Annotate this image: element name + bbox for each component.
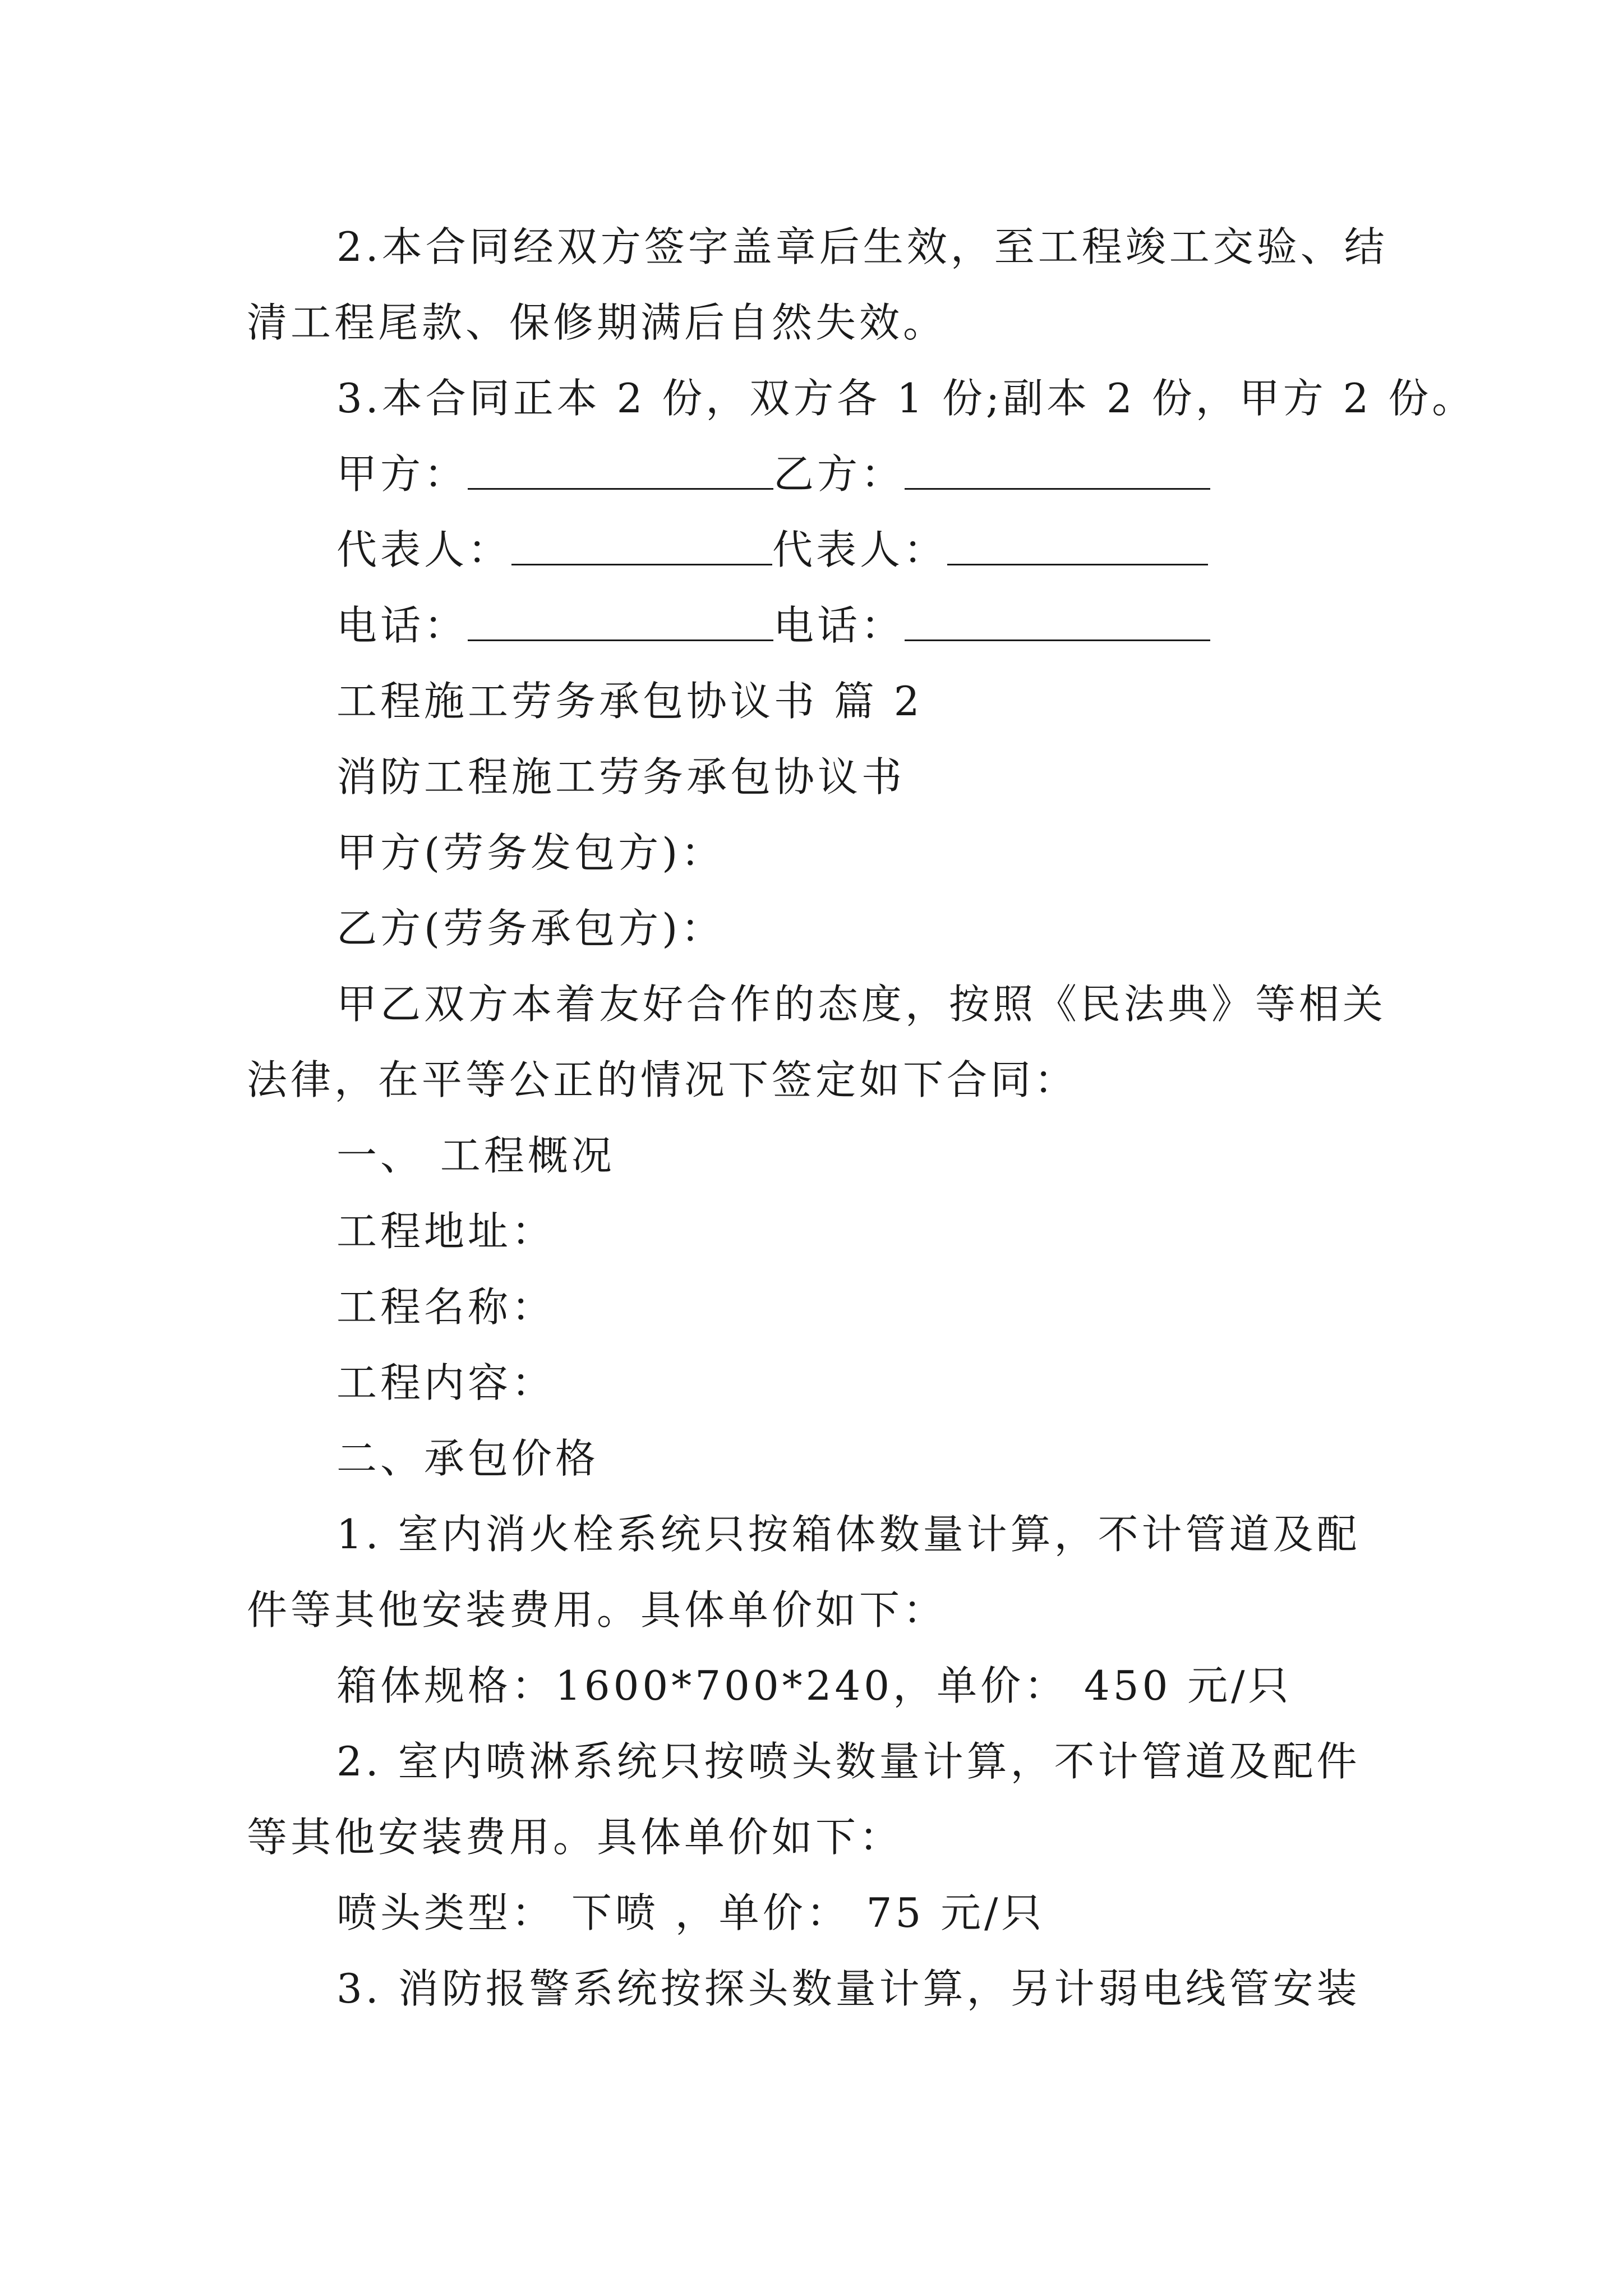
project-address: 工程地址：: [336, 1208, 556, 1255]
rep-b-label: 代表人：: [772, 526, 948, 573]
phone-a-label: 电话：: [336, 602, 468, 649]
signature-row-phone: [336, 597, 1210, 654]
heading-project-overview: 一、 工程概况: [336, 1132, 615, 1179]
phone-b-label: 电话：: [773, 602, 905, 649]
project-name: 工程名称：: [336, 1283, 556, 1331]
price-item-1-line-1: 1. 室内消火栓系统只按箱体数量计算，不计管道及配: [336, 1511, 1361, 1558]
phone-a-blank: [468, 602, 773, 641]
party-b-line: 乙方(劳务承包方)：: [336, 905, 725, 952]
party-a-label: 甲方：: [336, 450, 468, 498]
signature-row-party: [336, 446, 1210, 502]
price-item-2-line-1: 2. 室内喷淋系统只按喷头数量计算，不计管道及配件: [336, 1738, 1361, 1785]
price-item-1-spec: 箱体规格：1600*700*240，单价： 450 元/只: [336, 1662, 1292, 1709]
agreement-title: 消防工程施工劳务承包协议书: [336, 753, 906, 800]
signature-row-representative: [336, 522, 1208, 578]
price-item-2-spec: 喷头类型： 下喷 ，单价： 75 元/只: [336, 1889, 1045, 1936]
clause-2-line-2: 清工程尾款、保修期满后自然失效。: [247, 299, 947, 346]
rep-a-blank: [511, 527, 772, 565]
party-b-label: 乙方：: [773, 450, 905, 498]
preamble-line-2: 法律，在平等公正的情况下签定如下合同：: [247, 1056, 1078, 1103]
rep-b-blank: [947, 527, 1208, 565]
price-item-3-line-1: 3. 消防报警系统按探头数量计算，另计弱电线管安装: [336, 1965, 1361, 2012]
phone-b-blank: [905, 602, 1210, 641]
party-b-blank: [905, 451, 1210, 490]
project-content: 工程内容：: [336, 1359, 556, 1406]
preamble-line-1: 甲乙双方本着友好合作的态度，按照《民法典》等相关: [336, 981, 1387, 1028]
clause-2-line-1: 2.本合同经双方签字盖章后生效，至工程竣工交验、结: [336, 223, 1388, 270]
rep-a-label: 代表人：: [336, 526, 512, 573]
price-item-2-line-2: 等其他安装费用。具体单价如下：: [247, 1814, 903, 1861]
price-item-1-line-2: 件等其他安装费用。具体单价如下：: [247, 1586, 947, 1634]
clause-3-line: 3.本合同正本 2 份，双方各 1 份;副本 2 份，甲方 2 份。: [336, 375, 1476, 422]
heading-contract-price: 二、承包价格: [336, 1435, 600, 1482]
party-a-blank: [468, 451, 773, 490]
party-a-line: 甲方(劳务发包方)：: [336, 829, 725, 876]
section-heading: 工程施工劳务承包协议书 篇 2: [336, 678, 923, 725]
